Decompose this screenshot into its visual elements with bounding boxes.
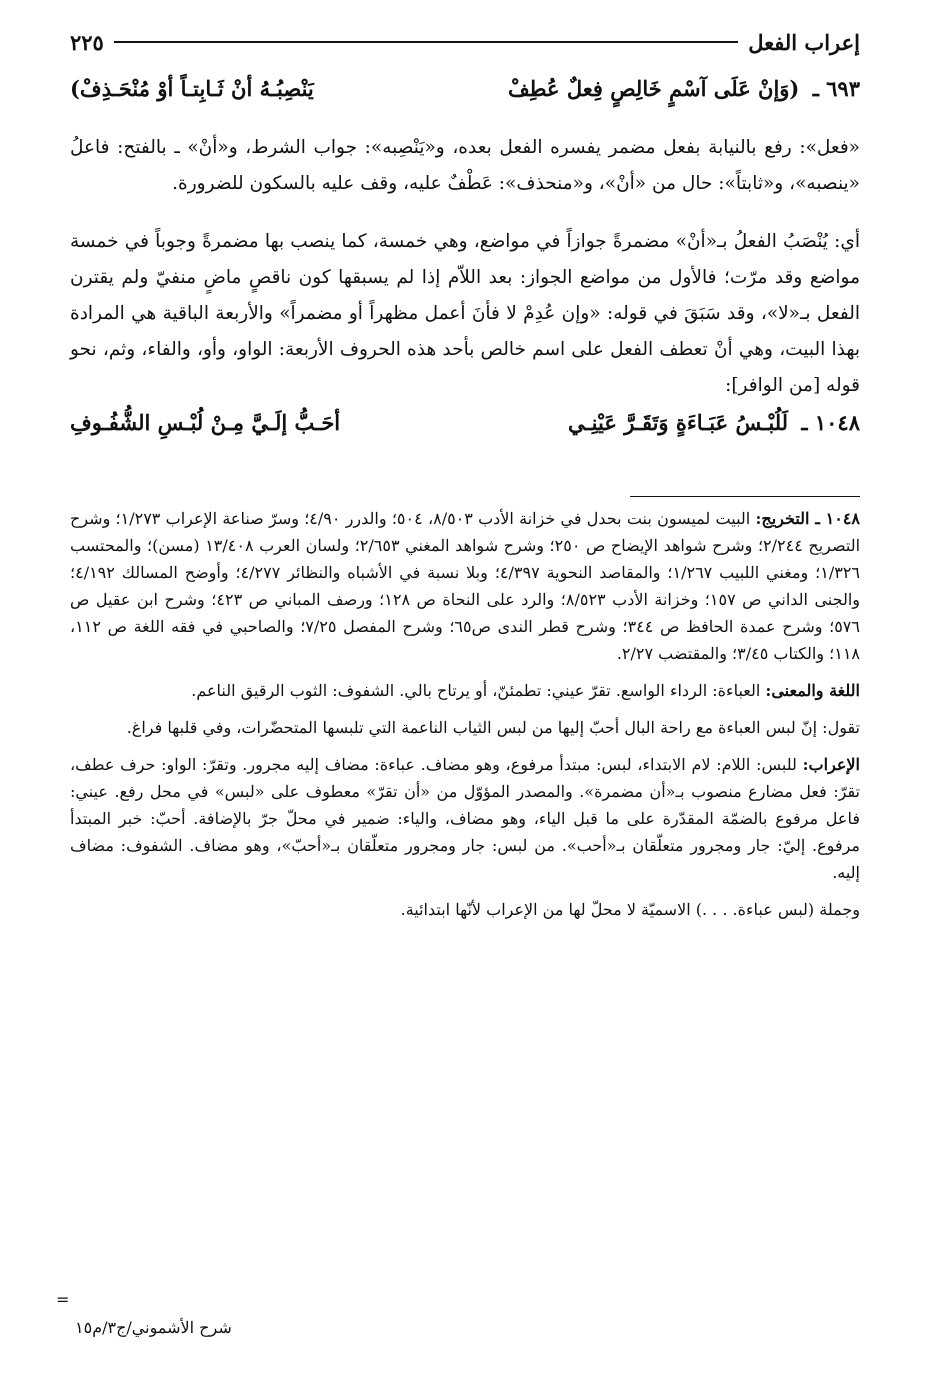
footnote-lugha [70,677,860,704]
footnote-text: البيت لميسون بنت بحدل في خزانة الأدب ٨/٥٠٣، ٥٠٤؛ والدرر ٤/٩٠؛ وسرّ صناعة الإعراب ١/٢٧٣؛ وشرح التصريح ٢/٢٤٤؛ وشرح شواهد الإيضاح ص ٢٥٠؛ وشرح شواهد المغني ٢/٦٥٣؛ ولسان العرب ١٣/٤٠٨ (مسن)؛ والمحتسب ١/٣٢٦؛ ومغني اللبيب ١/٢٦٧؛ والمقاصد النحوية ٤/٣٩٧؛ وبلا نسبة في الأشباه والنظائر ٤/٢٧٧؛ وأوضح المسالك ٤/١٩٢؛ والجنى الداني ص ١٥٧؛ وخزانة الأدب ٨/٥٢٣؛ والرد على النحاة ص ١٢٨؛ ورصف المباني ص ٤٢٣؛ وشرح ابن عقيل ص ٥٧٦؛ وشرح عمدة الحافظ ص ٣٤٤؛ وشرح قطر الندى ص٦٥؛ وشرح المفصل ٧/٢٥؛ والصاحبي في فقه اللغة ص ١١٢، ١١٨؛ والكتاب ٣/٤٥؛ والمقتضب ٢/٢٧. [70,509,861,663]
footnote-text: العباءة: الرداء الواسع. تقرّ عيني: تطمئنّ، أو يرتاح بالي. الشفوف: الثوب الرقيق الناعم. [191,681,761,700]
chapter-title: إعراب الفعل [748,29,860,55]
verse-hemistich-2: أحَـبُّ إلَـيَّ مِـنْ لُبْـسِ الشُّفُـوفِ [70,410,341,435]
footnote-irab [70,751,860,886]
page [70,22,860,923]
footnote-label: الإعراب: [802,755,860,774]
verse-1048 [70,410,860,446]
footnote-separator [630,496,860,497]
verse-hemistich-1: (وَإنْ عَلَى آسْمٍ خَالِصٍ فِعلٌ عُطِفْ [508,76,800,101]
verse-693 [70,76,860,112]
explanation-paragraph-2: أي: يُنْصَبُ الفعلُ بـ«أنْ» مضمرةً جوازاً في مواضع، وهي خمسة، كما ينصب بها مضمرةً وجوباً في خمسة مواضع وقد مرّت؛ فالأول من مواضع الجواز: بعد اللاّم إذا لم يسبقها كون ناقصٍ ماضٍ منفيّ ولم يقترن الفعل بـ«لا»، وقد سَبَقَ في قوله: «وإن عُدِمْ لا فأنَ أعمل مظهراً أو مضمراً» والأربعة الباقية هي المرادة بهذا البيت، وهي أنْ تعطف الفعل على اسم خالص بأحد هذه الحروف الأربعة: الواو، وأو، والفاء، وثم، نحو قوله [من الوافر]: [70,231,861,396]
page-number: ٢٢٥ [70,29,104,55]
footnote-label: ١٠٤٨ ـ التخريج: [755,509,860,528]
verse-number: ٦٩٣ ـ [812,76,860,101]
signature-line: شرح الأشموني/ج٣/م١٥ [75,1318,232,1337]
footnote-takhrij [70,505,860,667]
verse-hemistich-1: لَلُبْـسُ عَبَـاءَةٍ وَتَقَـرَّ عَيْنِـي [568,410,789,435]
running-header [70,22,860,62]
footnote-taqul: تقول: إنّ لبس العباءة مع راحة البال أحبّ إليها من لبس الثياب الناعمة التي تلبسها المتحضّرات، وفي قلبها فراغ. [126,718,860,737]
explanation-paragraph-1: «فعل»: رفع بالنيابة بفعل مضمر يفسره الفعل بعده، و«يَنْصِبه»: جواب الشرط، و«أنْ» ـ بالفتح: فاعلُ «ينصبه»، و«ثابتاً»: حال من «أنْ»، و«منحذف»: عَطْفٌ عليه، وقف عليه بالسكون للضرورة. [70,137,860,194]
footnote-text: للبس: اللام: لام الابتداء، لبس: مبتدأ مرفوع، وهو مضاف. عباءة: مضاف إليه مجرور. وتقرّ: الواو: حرف عطف، تقرّ: فعل مضارع منصوب بـ«أن مضمرة». والمصدر المؤوّل من «أن تقرّ» معطوف على «لبس» في محل رفع. عيني: فاعل مرفوع بالضمّة المقدّرة على ما قبل الياء، وهو مضاف، والياء: ضمير في محلّ جرّ بالإضافة. أحبّ: خبر المبتدأ مرفوع. إليّ: جار ومجرور متعلّقان بـ«أحب». من لبس: جار ومجرور متعلّقان بـ«أحبّ»، وهو مضاف. الشفوف: مضاف إليه. [70,755,860,882]
footnote-label: اللغة والمعنى: [765,681,860,700]
continuation-mark: = [56,1290,70,1309]
footnote-jumla: وجملة (لبس عباءة. . . .) الاسميّة لا محلّ لها من الإعراب لأنّها ابتدائية. [400,900,860,919]
verse-hemistich-2: يَنْصِبُـهُ أنْ ثَـابِتـاً أوْ مُنْحَـذِفْ) [70,76,314,101]
header-rule [114,41,738,43]
verse-number: ١٠٤٨ ـ [801,410,860,435]
